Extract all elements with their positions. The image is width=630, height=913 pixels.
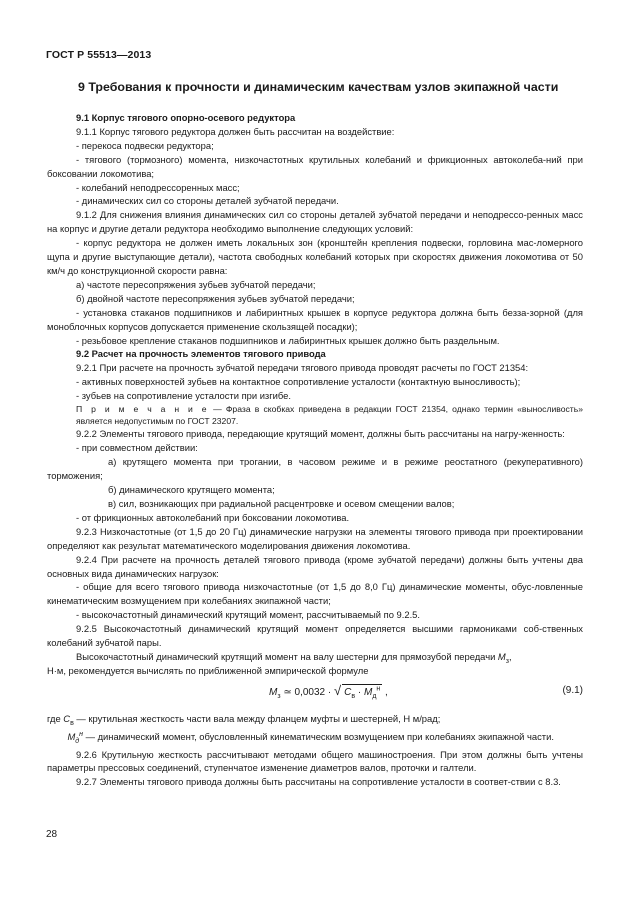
formula-subscript: в [351,692,356,700]
list-item: - тягового (тормозного) момента, низкочастотных крутильных колебаний и фрикционных автоколеба-ний при боксовании локомотива; [47,153,583,179]
page-number: 28 [46,829,58,840]
definition [47,730,583,744]
list-item: - перекоса подвески редуктора; [76,139,214,151]
symbol-c: C [63,712,71,724]
formula-coefficient: ≃ 0,0032 · [283,686,332,698]
paragraph: 9.2.7 Элементы тягового привода должны быть рассчитаны на сопротивление усталости в соответ-ствии с 8.3. [76,776,561,788]
list-item: - при совместном действии: [76,442,198,454]
formula-9-1 [47,684,583,710]
superscript-n: н [79,730,83,738]
list-item: - динамических сил со стороны деталей зубчатой передачи. [76,195,339,207]
list-item: - зубьев на сопротивление усталости при изгибе. [76,390,291,402]
formula-symbol-m: M [269,686,278,698]
paragraph: 9.2.1 При расчете на прочность зубчатой передачи тягового привода проводят расчеты по ГОСТ 21354: [76,362,529,374]
list-item: - от фрикционных автоколебаний при боксовании локомотива. [76,511,350,523]
note-text: — Фраза в скобках приведена в редакции ГОСТ 21354, однако термин «выносливость» является недопустимым по ГОСТ 23207. [76,404,583,427]
subscript-v: в [70,719,74,727]
subsection-title-9-2: 9.2 Расчет на прочность элементов тягового привода [76,348,326,360]
formula: $M_з$ ≃ 0,0032 · √ $C_в \cdot M_д^н$ , [269,682,388,700]
paragraph: 9.2.3 Низкочастотные (от 1,5 до 20 Гц) динамические нагрузки на элементы тягового привода при проектировании определяют как результат математического моделирования движения локомотива. [47,525,583,551]
definition [47,712,583,726]
sqrt-icon: √ [333,682,342,698]
formula-subscript: д [372,692,377,700]
paragraph: Высокочастотный динамический крутящий момент на валу шестерни для прямозубой передачи $M_з$, Н·м, рекомендуется вычислять по приближенной эмпирической формуле [47,650,512,676]
standard-header: ГОСТ Р 55513—2013 [46,49,152,61]
equation-number: (9.1) [562,684,583,696]
paragraph: 9.1.2 Для снижения влияния динамических сил со стороны деталей зубчатой передачи и неподрессо-ренных масс на корпус и другие детали редуктора необходимо выполнение следующих условий: [47,209,583,235]
symbol-m: M [67,730,76,742]
definition-text: — динамический момент, обусловленный кинематическим возмущением при колебаниях экипажной части. [83,730,554,742]
definition-text: — крутильная жесткость части вала между фланцем муфты и шестерней, Н м/рад; [73,712,441,724]
list-item: - общие для всего тягового привода низкочастотные (от 1,5 до 8,0 Гц) динамические моменты, обус-ловленные кинематическим возмущением при колебаниях экипажной части; [47,581,583,607]
formula-subscript: з [277,692,281,700]
note [47,403,583,427]
paragraph: 9.2.2 Элементы тягового привода, передающие крутящий момент, должны быть рассчитаны на нагру-женность: [76,428,565,440]
document-body [47,111,583,789]
paragraph-text: Н·м, рекомендуется вычислять по приближенной эмпирической формуле [47,664,369,676]
definition-lead: где [47,712,64,724]
list-item [47,455,583,483]
formula-symbol-c: C [344,686,352,698]
subsection-title-9-1: 9.1 Корпус тягового опорно-осевого редуктора [76,112,296,123]
paragraph: 9.2.6 Крутильную жесткость рассчитывают методами общего машиностроения. При этом должны быть учтены параметры прессовых соединений, ступенчатое изменение диаметров валов, проточки и галтели. [47,748,583,774]
formula-radicand: $C_в \cdot M_д^н$ [344,685,381,700]
subscript-d: д [75,737,80,745]
paragraph-text: Высокочастотный динамический крутящий момент на валу шестерни для прямозубой передачи [76,650,498,662]
subscript-z: з [505,657,509,665]
list-item: - высокочастотный динамический крутящий момент, рассчитываемый по 9.2.5. [76,609,420,621]
list-item: - резьбовое крепление стаканов подшипников и лабиринтных крышек должно быть раздельным. [76,334,500,346]
list-item: б) динамического крутящего момента; [108,484,275,496]
definition-symbol [47,730,83,744]
note-label: П р и м е ч а н и е [76,404,209,415]
list-item: в) сил, возникающих при радиальной расцентровке и осевом смещении валов; [108,497,455,509]
list-item: б) двойной частоте пересопряжения зубьев зубчатой передачи; [76,292,355,304]
paragraph: 9.1.1 Корпус тягового редуктора должен быть рассчитан на воздействие: [76,125,395,137]
list-item: - колебаний неподрессоренных масс; [76,181,240,193]
list-item: - установка стаканов подшипников и лабиринтных крышек в корпусе редуктора должна быть безза-зорной (для моноблочных корпусов допускается применение скользящей посадки); [47,306,583,332]
paragraph: 9.2.4 При расчете на прочность деталей тягового привода (кроме зубчатой передачи) должны быть учтены два основных вида динамических нагрузок: [47,553,583,579]
list-item-text: а) крутящего момента при трогании, в часовом режиме и в режиме реостатного (рекуперативного) торможения; [47,456,583,482]
list-item: - активных поверхностей зубьев на контактное сопротивление усталости (контактную выносливость); [76,376,521,388]
list-item: а) частоте пересопряжения зубьев зубчатой передачи; [76,278,316,290]
symbol-m: M [497,650,506,662]
list-item: - корпус редуктора не должен иметь локальных зон (кронштейн крепления подвески, горловина мас-ломерного щупа и другие выступающие детали), частота свободных колебаний которых при скоростях движения локомотива от 50 км/ч до конструкционной скорости равна: [47,237,583,276]
section-title: 9 Требования к прочности и динамическим качествам узлов экипажной части [78,80,559,94]
formula-superscript: н [376,685,381,693]
paragraph: 9.2.5 Высокочастотный динамический крутящий момент определяется высшими гармониками соб-ственных колебаний зубчатой пары. [47,623,583,649]
formula-symbol-m: M [363,686,373,698]
